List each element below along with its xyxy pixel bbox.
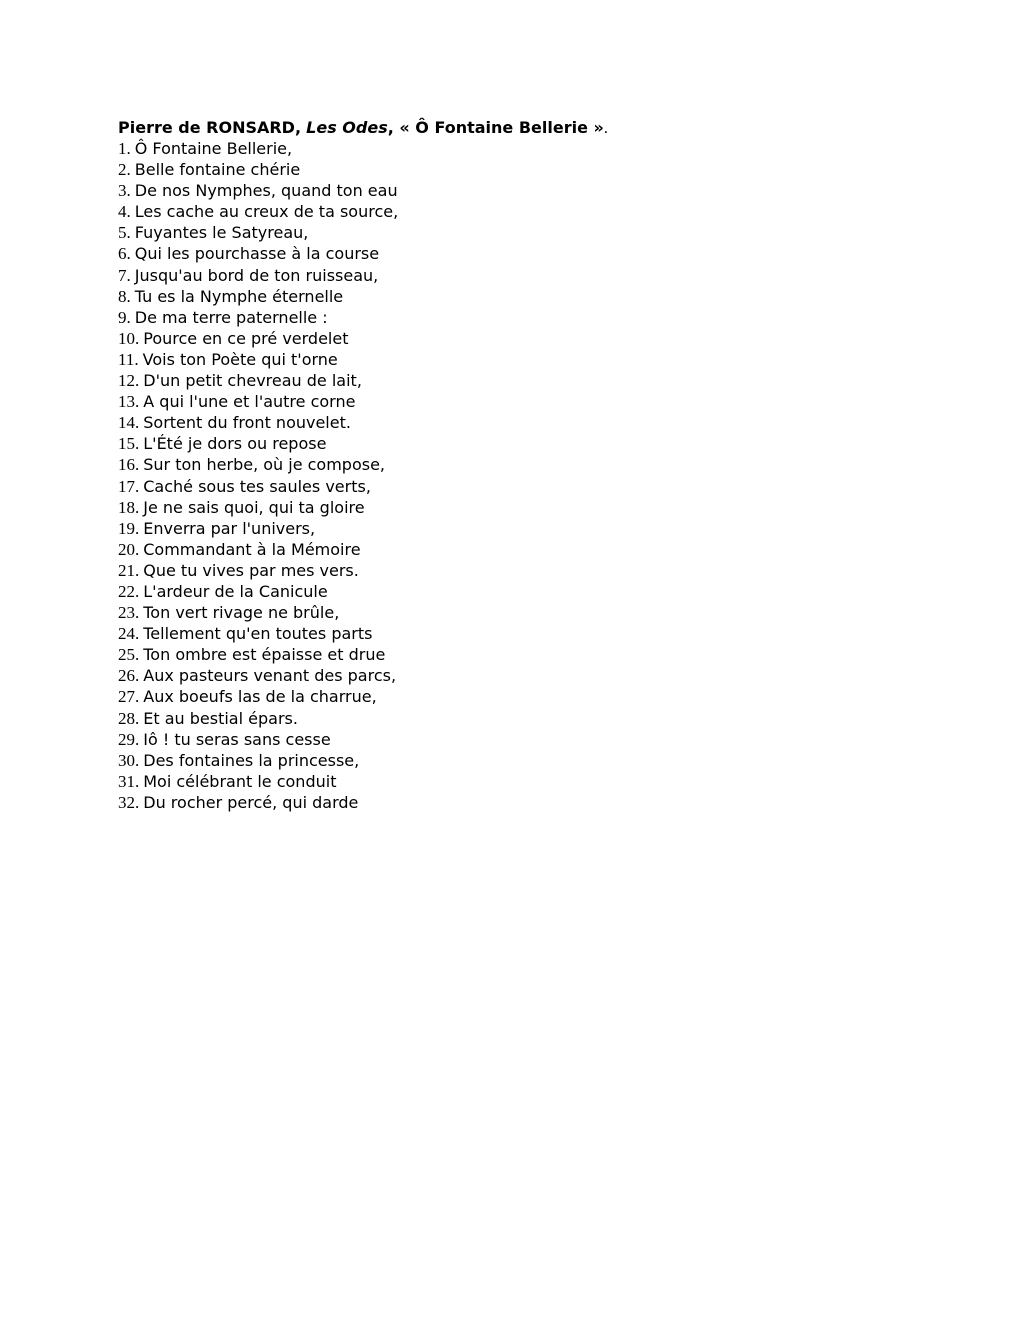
verse-line — [118, 454, 918, 475]
verse-number: 17. — [118, 476, 140, 496]
verse-line — [118, 560, 918, 581]
verse-number: 22. — [118, 581, 140, 601]
verse-line — [118, 771, 918, 792]
verse-number: 30. — [118, 750, 140, 770]
verse-number: 24. — [118, 624, 140, 644]
verse-line — [118, 623, 918, 644]
verse-text: Et au bestial épars. — [143, 708, 298, 728]
verse-text: A qui l'une et l'autre corne — [143, 392, 356, 412]
verse-line — [118, 412, 918, 433]
verse-line — [118, 750, 918, 771]
verse-text: Fuyantes le Satyreau, — [134, 223, 309, 243]
verse-text: De ma terre paternelle : — [134, 307, 328, 327]
verse-number: 14. — [118, 413, 140, 433]
verse-number: 11. — [118, 349, 139, 369]
verse-text: Des fontaines la princesse, — [143, 750, 360, 770]
verse-number: 3. — [118, 181, 131, 201]
verse-text: L'ardeur de la Canicule — [143, 581, 328, 601]
verse-text: Iô ! tu seras sans cesse — [143, 729, 331, 749]
verse-text: Tu es la Nymphe éternelle — [134, 286, 344, 306]
verse-number: 10. — [118, 328, 140, 348]
verse-text: Je ne sais quoi, qui ta gloire — [143, 497, 365, 517]
verse-number: 13. — [118, 392, 140, 412]
verse-number: 5. — [118, 223, 131, 243]
verse-line — [118, 497, 918, 518]
verse-number: 26. — [118, 666, 140, 686]
verse-line — [118, 201, 918, 222]
verse-line — [118, 391, 918, 412]
title-author: Pierre de RONSARD, — [118, 118, 302, 137]
verse-number: 20. — [118, 539, 140, 559]
verse-text: Du rocher percé, qui darde — [143, 792, 359, 812]
verse-line — [118, 265, 918, 286]
verse-line — [118, 286, 918, 307]
verse-text: D'un petit chevreau de lait, — [143, 371, 362, 391]
verse-text: Les cache au creux de ta source, — [134, 202, 399, 222]
verse-text: Enverra par l'univers, — [143, 518, 316, 538]
verse-number: 4. — [118, 202, 131, 222]
verse-text: L'Été je dors ou repose — [143, 434, 327, 454]
verse-line — [118, 222, 918, 243]
verse-line — [118, 159, 918, 180]
verse-text: Vois ton Poète qui t'orne — [142, 349, 338, 369]
verse-text: Ton vert rivage ne brûle, — [143, 603, 340, 623]
verse-line — [118, 581, 918, 602]
verse-line — [118, 349, 918, 370]
verse-line — [118, 665, 918, 686]
verse-line — [118, 686, 918, 707]
verse-list — [118, 138, 918, 813]
verse-text: Aux boeufs las de la charrue, — [143, 687, 377, 707]
verse-number: 32. — [118, 792, 140, 812]
verse-number: 31. — [118, 771, 140, 791]
verse-line — [118, 539, 918, 560]
verse-number: 27. — [118, 687, 140, 707]
verse-text: Que tu vives par mes vers. — [143, 560, 359, 580]
verse-text: Qui les pourchasse à la course — [134, 244, 380, 264]
verse-number: 25. — [118, 645, 140, 665]
verse-line — [118, 476, 918, 497]
verse-text: Ton ombre est épaisse et drue — [143, 645, 386, 665]
verse-text: Caché sous tes saules verts, — [143, 476, 371, 496]
title-period: . — [603, 120, 608, 137]
verse-text: Tellement qu'en toutes parts — [143, 624, 373, 644]
verse-line — [118, 602, 918, 623]
verse-number: 1. — [118, 139, 131, 158]
verse-line — [118, 433, 918, 454]
verse-line — [118, 243, 918, 264]
verse-number: 9. — [118, 307, 131, 327]
verse-number: 21. — [118, 560, 140, 580]
verse-line — [118, 180, 918, 201]
verse-number: 18. — [118, 497, 140, 517]
document-title — [118, 117, 918, 138]
verse-text: Aux pasteurs venant des parcs, — [143, 666, 397, 686]
verse-text: Sur ton herbe, où je compose, — [143, 455, 386, 475]
verse-line — [118, 729, 918, 750]
verse-number: 28. — [118, 708, 140, 728]
title-comma: , — [387, 118, 394, 137]
verse-text: Moi célébrant le conduit — [143, 771, 337, 791]
verse-text: Commandant à la Mémoire — [143, 539, 361, 559]
verse-line — [118, 307, 918, 328]
verse-number: 16. — [118, 455, 140, 475]
verse-number: 15. — [118, 434, 140, 454]
verse-line — [118, 328, 918, 349]
verse-number: 23. — [118, 603, 140, 623]
title-poem: « Ô Fontaine Bellerie » — [393, 118, 604, 137]
verse-line — [118, 708, 918, 729]
document-page — [118, 117, 918, 813]
verse-text: Jusqu'au bord de ton ruisseau, — [134, 265, 379, 285]
verse-number: 29. — [118, 729, 140, 749]
verse-line — [118, 138, 918, 159]
verse-line — [118, 792, 918, 813]
verse-text: Belle fontaine chérie — [134, 160, 301, 180]
verse-number: 8. — [118, 286, 131, 306]
verse-text: Pource en ce pré verdelet — [143, 328, 349, 348]
verse-number: 6. — [118, 244, 131, 264]
verse-line — [118, 644, 918, 665]
verse-number: 7. — [118, 265, 131, 285]
verse-number: 19. — [118, 518, 140, 538]
verse-number: 2. — [118, 160, 131, 180]
verse-text: De nos Nymphes, quand ton eau — [134, 181, 398, 201]
verse-text: Sortent du front nouvelet. — [143, 413, 351, 433]
verse-number: 12. — [118, 371, 140, 391]
title-work: Les Odes — [306, 118, 388, 137]
verse-text: Ô Fontaine Bellerie, — [134, 139, 293, 158]
verse-line — [118, 518, 918, 539]
verse-line — [118, 370, 918, 391]
